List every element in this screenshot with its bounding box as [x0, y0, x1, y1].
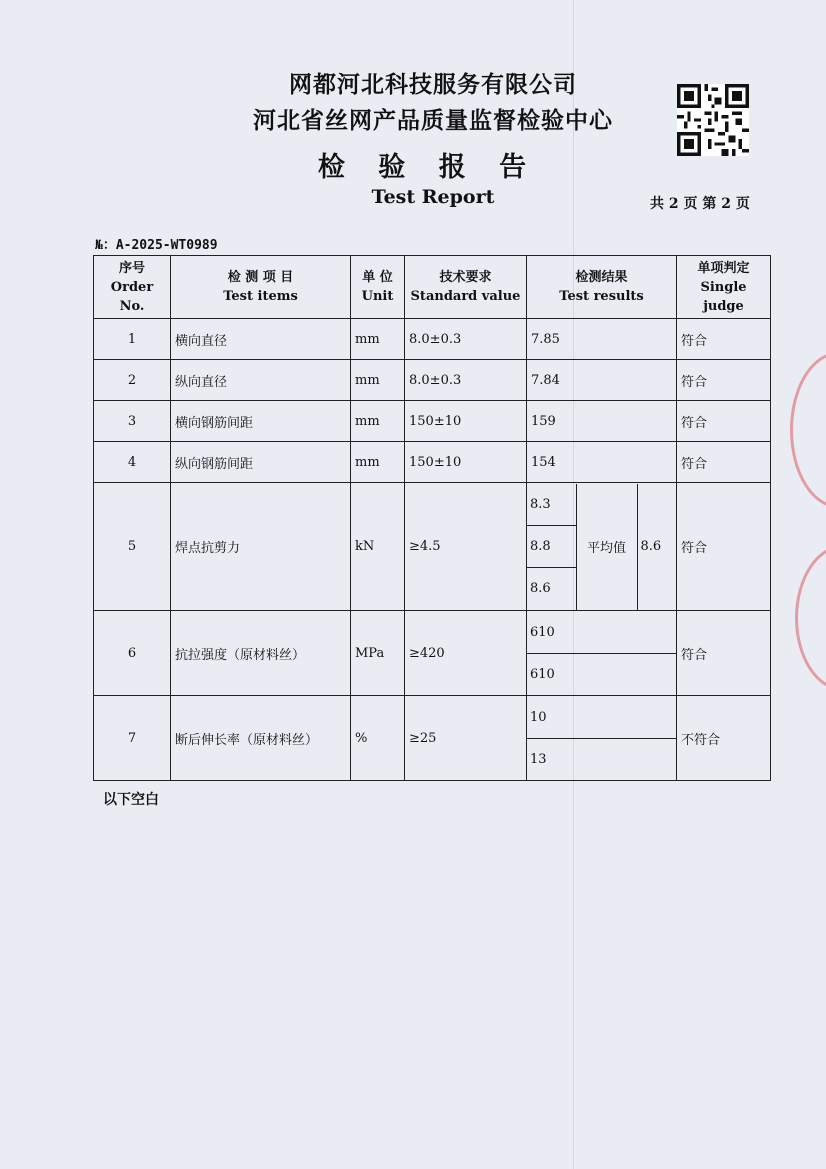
table-row [94, 442, 771, 483]
header-judge: 单项判定 Single judge [677, 256, 771, 319]
test-result-group [527, 611, 677, 696]
test-result: 7.84 [527, 360, 677, 401]
standard-value: 150±10 [405, 442, 527, 483]
row-number: 6 [94, 611, 171, 696]
unit: kN [351, 483, 405, 611]
judgement: 符合 [677, 442, 771, 483]
table-row [94, 401, 771, 442]
judgement: 符合 [677, 611, 771, 696]
elongation-value-1: 10 [527, 697, 676, 739]
judgement: 不符合 [677, 696, 771, 781]
row-number: 4 [94, 442, 171, 483]
table-row [94, 483, 771, 611]
unit: mm [351, 319, 405, 360]
unit: mm [351, 360, 405, 401]
unit: MPa [351, 611, 405, 696]
table-header-row [94, 256, 771, 319]
test-result-group [527, 696, 677, 781]
test-item: 断后伸长率（原材料丝） [171, 696, 351, 781]
standard-value: ≥420 [405, 611, 527, 696]
table-row [94, 611, 771, 696]
header-standard: 技术要求 Standard value [405, 256, 527, 319]
standard-value: ≥4.5 [405, 483, 527, 611]
test-item: 抗拉强度（原材料丝） [171, 611, 351, 696]
judgement: 符合 [677, 319, 771, 360]
test-result-group [527, 483, 677, 611]
header-test-items: 检 测 项 目 Test items [171, 256, 351, 319]
test-result: 159 [527, 401, 677, 442]
average-label: 平均值 [576, 484, 637, 610]
test-item: 横向钢筋间距 [171, 401, 351, 442]
table-row [94, 360, 771, 401]
judgement: 符合 [677, 483, 771, 611]
shear-value-2: 8.8 [527, 526, 576, 568]
judgement: 符合 [677, 401, 771, 442]
seal-stamp-top [790, 352, 826, 508]
test-item: 纵向钢筋间距 [171, 442, 351, 483]
qr-code-icon [677, 84, 749, 156]
header-results: 检测结果 Test results [527, 256, 677, 319]
judgement: 符合 [677, 360, 771, 401]
row-number: 2 [94, 360, 171, 401]
row-number: 5 [94, 483, 171, 611]
shear-value-1: 8.3 [527, 484, 576, 526]
standard-value: ≥25 [405, 696, 527, 781]
standard-value: 150±10 [405, 401, 527, 442]
center-name: 河北省丝网产品质量监督检验中心 [253, 107, 613, 134]
table-row [94, 319, 771, 360]
row-number: 7 [94, 696, 171, 781]
tensile-value-2: 610 [527, 653, 676, 695]
unit: % [351, 696, 405, 781]
row-number: 3 [94, 401, 171, 442]
test-item: 焊点抗剪力 [171, 483, 351, 611]
header-order: 序号 Order No. [94, 256, 171, 319]
table-row [94, 696, 771, 781]
test-item: 横向直径 [171, 319, 351, 360]
header-unit: 单 位 Unit [351, 256, 405, 319]
elongation-value-2: 13 [527, 738, 676, 780]
page-count: 共 2 页 第 2 页 [650, 196, 750, 212]
results-table [93, 255, 771, 781]
tensile-value-1: 610 [527, 612, 676, 654]
organization-name: 网都河北科技服务有限公司 [289, 71, 577, 98]
unit: mm [351, 442, 405, 483]
standard-value: 8.0±0.3 [405, 360, 527, 401]
shear-value-3: 8.6 [527, 568, 576, 610]
test-item: 纵向直径 [171, 360, 351, 401]
unit: mm [351, 401, 405, 442]
blank-below-note: 以下空白 [103, 792, 159, 808]
report-number: №：A-2025-WT0989 [95, 238, 218, 253]
row-number: 1 [94, 319, 171, 360]
report-title-en: Test Report [371, 186, 495, 208]
report-title-cn: 检 验 报 告 [317, 152, 539, 183]
test-result: 154 [527, 442, 677, 483]
seal-stamp-bottom [795, 545, 826, 691]
standard-value: 8.0±0.3 [405, 319, 527, 360]
average-value: 8.6 [637, 484, 677, 610]
test-result: 7.85 [527, 319, 677, 360]
